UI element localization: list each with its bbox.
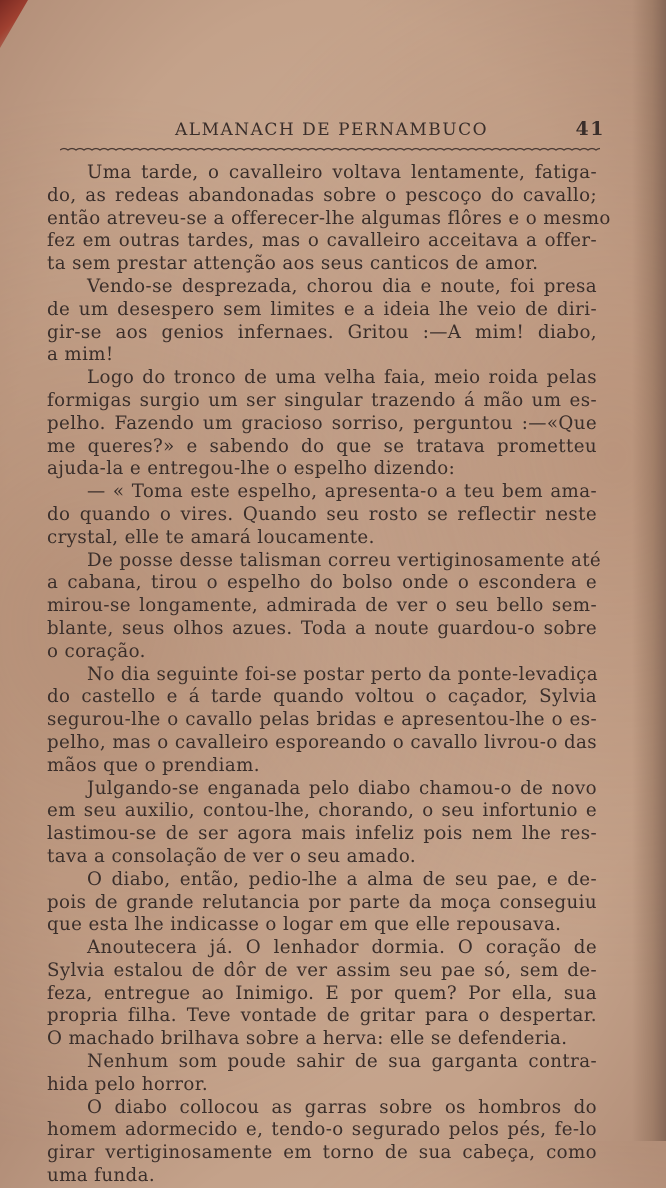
running-title: ALMANACH DE PERNAMBUCO (175, 120, 489, 140)
text-line: formigas surgio um ser singular trazendo á mão um es- (47, 389, 597, 411)
text-line: De posse desse talisman correu vertiginosamente até (87, 549, 602, 571)
text-line: Julgando-se enganada pelo diabo chamou-o de novo (87, 777, 597, 799)
text-line: O machado brilhava sobre a herva: elle se defenderia. (47, 1028, 568, 1050)
text-line: gir-se aos genios infernaes. Gritou :—A mim! diabo, (47, 321, 597, 343)
text-line: mãos que o prendiam. (47, 754, 260, 776)
text-line: ajuda-la e entregou-lhe o espelho dizendo: (47, 458, 456, 480)
text-line: feza, entregue ao Inimigo. E por quem? Por ella, sua (47, 982, 597, 1004)
text-line: a mim! (47, 344, 114, 366)
text-line: do quando o vires. Quando seu rosto se reflectir neste (47, 503, 597, 525)
page-number: 41 (575, 118, 605, 140)
text-line: ta sem prestar attenção aos seus canticos de amor. (47, 253, 539, 275)
text-line: Anoutecera já. O lenhador dormia. O coração de (87, 937, 597, 959)
decorative-wavy-rule (60, 147, 600, 153)
text-line: No dia seguinte foi-se postar perto da ponte-levadiça (87, 663, 598, 685)
text-line: pois de grande relutancia por parte da moça conseguiu (47, 891, 597, 913)
text-line: lastimou-se de ser agora mais infeliz pois nem lhe res- (47, 823, 597, 845)
text-line: crystal, elle te amará loucamente. (47, 526, 375, 548)
text-line: propria filha. Teve vontade de gritar para o despertar. (47, 1005, 597, 1027)
text-line: em seu auxilio, contou-lhe, chorando, o seu infortunio e (47, 800, 597, 822)
text-line: O diabo, então, pedio-lhe a alma de seu pae, e de- (87, 868, 597, 890)
text-line: pelho. Fazendo um gracioso sorriso, perguntou :—«Que (47, 412, 597, 434)
text-line: girar vertiginosamente em torno de sua cabeça, como (47, 1142, 597, 1164)
text-line: Uma tarde, o cavalleiro voltava lentamente, fatiga- (87, 162, 597, 183)
text-line: O diabo collocou as garras sobre os hombros do (87, 1096, 597, 1118)
running-header (175, 118, 605, 146)
text-line: do castello e á tarde quando voltou o caçador, Sylvia (47, 686, 597, 708)
text-line: do, as redeas abandonadas sobre o pescoço do cavallo; (47, 184, 597, 206)
text-line: Vendo-se desprezada, chorou dia e noute, foi presa (87, 275, 597, 297)
text-line: — « Toma este espelho, apresenta-o a teu bem ama- (87, 481, 597, 503)
text-line: o coração. (47, 640, 146, 662)
text-line: blante, seus olhos azues. Toda a noute guardou-o sobre (47, 617, 597, 639)
text-line: que esta lhe indicasse o logar em que elle repousava. (47, 914, 562, 936)
text-line: hida pelo horror. (47, 1073, 209, 1095)
page-corner-stain (0, 0, 28, 48)
text-line: de um desespero sem limites e a ideia lhe veio de diri- (47, 298, 597, 320)
page-edge-shadow (632, 0, 666, 1141)
text-line: tava a consolação de ver o seu amado. (47, 845, 417, 867)
text-line: mirou-se longamente, admirada de ver o seu bello sem- (47, 595, 597, 617)
text-line: segurou-lhe o cavallo pelas bridas e apresentou-lhe o es- (47, 709, 597, 731)
text-line: a cabana, tirou o espelho do bolso onde o escondera e (47, 572, 597, 594)
body-text (47, 162, 611, 1188)
text-line: homem adormecido e, tendo-o segurado pelos pés, fe-lo (47, 1119, 597, 1141)
text-line: Nenhum som poude sahir de sua garganta contra- (87, 1051, 597, 1073)
text-line: fez em outras tardes, mas o cavalleiro acceitava a offer- (47, 230, 597, 252)
text-line: então atreveu-se a offerecer-lhe algumas flôres e o mesmo (47, 207, 611, 229)
text-line: me queres?» e sabendo do que se tratava prometteu (47, 435, 597, 457)
text-line: pelho, mas o cavalleiro esporeando o cavallo livrou-o das (47, 731, 597, 753)
text-line: uma funda. (47, 1165, 156, 1187)
text-line: Logo do tronco de uma velha faia, meio roida pelas (87, 367, 597, 389)
text-line: Sylvia estalou de dôr de ver assim seu pae só, sem de- (47, 959, 597, 981)
